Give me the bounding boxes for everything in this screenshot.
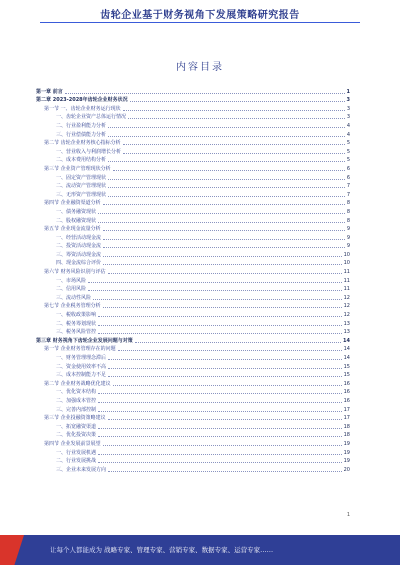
toc-entry-title: 二、资金使用效率不高	[56, 363, 107, 370]
toc-entry-page: 12	[343, 312, 350, 319]
toc-leader-dots	[98, 392, 342, 394]
toc-entry-title: 二、股权融资现状	[56, 217, 97, 224]
toc-entry-page: 8	[346, 208, 350, 215]
toc-entry-page: 8	[346, 200, 350, 207]
toc-leader-dots	[123, 143, 345, 145]
toc-entry[interactable]	[36, 146, 350, 155]
toc-entry-title: 第三章 财务视角下齿轮企业发展问题与对策	[36, 337, 133, 344]
toc-entry-title: 第二节 企业财务战略优化建议	[44, 380, 111, 387]
toc-entry[interactable]	[36, 378, 350, 387]
toc-entry[interactable]	[36, 181, 350, 190]
toc-entry-title: 一、市场风险	[56, 277, 87, 284]
toc-leader-dots	[98, 453, 342, 455]
toc-entry[interactable]	[36, 112, 350, 121]
toc-entry-page: 12	[343, 294, 350, 301]
toc-leader-dots	[98, 410, 342, 412]
toc-entry-title: 二、优化投资决策	[56, 432, 97, 439]
toc-entry-page: 18	[343, 423, 350, 430]
toc-leader-dots	[108, 470, 342, 472]
toc-entry-title: 四、现金流综合评价	[56, 260, 102, 267]
toc-leader-dots	[103, 229, 345, 231]
toc-entry-title: 二、加强成本管控	[56, 397, 97, 404]
toc-leader-dots	[108, 375, 342, 377]
toc-entry[interactable]	[36, 344, 350, 353]
toc-entry-title: 第二章 2023-2028年齿轮企业财务状况	[36, 97, 128, 104]
toc-entry[interactable]	[36, 438, 350, 447]
toc-entry-title: 三、完善内部控制	[56, 406, 97, 413]
toc-entry[interactable]	[36, 301, 350, 310]
toc-entry-page: 3	[346, 105, 350, 112]
toc-leader-dots	[103, 263, 342, 265]
toc-entry-title: 一、税收政策影响	[56, 312, 97, 319]
toc-entry-page: 13	[343, 329, 350, 336]
toc-heading: 内容目录	[176, 62, 224, 73]
toc-entry-title: 三、筹资活动现金流	[56, 251, 102, 258]
toc-entry[interactable]	[36, 163, 350, 172]
toc-leader-dots	[98, 435, 342, 437]
toc-leader-dots	[103, 444, 342, 446]
toc-entry[interactable]	[36, 395, 350, 404]
toc-entry[interactable]	[36, 172, 350, 181]
toc-entry-title: 一、营业收入与利润增长分析	[56, 148, 122, 155]
toc-entry-page: 8	[346, 217, 350, 224]
toc-entry[interactable]	[36, 284, 350, 293]
toc-entry-page: 14	[343, 337, 350, 344]
toc-entry-title: 三、流动性风险	[56, 294, 92, 301]
toc-leader-dots	[103, 246, 345, 248]
toc-entry[interactable]	[36, 318, 350, 327]
toc-entry-title: 二、信用风险	[56, 286, 87, 293]
toc-entry[interactable]	[36, 327, 350, 336]
toc-entry-page: 19	[343, 458, 350, 465]
toc-leader-dots	[135, 341, 341, 343]
toc-entry[interactable]	[36, 129, 350, 138]
toc-entry-title: 一、优化资本结构	[56, 389, 97, 396]
toc-entry-page: 5	[346, 157, 350, 164]
toc-entry-title: 二、成本费用结构分析	[56, 157, 107, 164]
header-divider	[40, 22, 360, 23]
toc-entry-title: 三、无形资产管理现状	[56, 191, 107, 198]
toc-leader-dots	[98, 401, 342, 403]
toc-entry[interactable]	[36, 215, 350, 224]
toc-leader-dots	[108, 418, 342, 420]
toc-entry[interactable]	[36, 404, 350, 413]
toc-entry[interactable]	[36, 464, 350, 473]
toc-entry[interactable]	[36, 335, 350, 344]
toc-entry-title: 第四节 企业发展前景展望	[44, 440, 101, 447]
toc-entry[interactable]	[36, 120, 350, 129]
toc-entry[interactable]	[36, 138, 350, 147]
footer-slogan	[50, 545, 380, 554]
toc-entry[interactable]	[36, 224, 350, 233]
toc-entry-title: 第五节 企业现金流量分析	[44, 226, 101, 233]
toc-entry[interactable]	[36, 155, 350, 164]
toc-leader-dots	[88, 289, 342, 291]
toc-entry[interactable]	[36, 387, 350, 396]
toc-leader-dots	[93, 298, 342, 300]
toc-entry-title: 一、齿轮企业资产总体运行情况	[56, 114, 127, 121]
toc-leader-dots	[128, 117, 345, 119]
toc-entry-page: 6	[346, 174, 350, 181]
page-number: 1	[346, 512, 350, 518]
toc-entry-page: 14	[343, 346, 350, 353]
toc-entry-page: 4	[346, 122, 350, 129]
toc-entry[interactable]	[36, 95, 350, 104]
toc-entry-page: 4	[346, 131, 350, 138]
toc-entry-page: 7	[346, 191, 350, 198]
toc-entry[interactable]	[36, 456, 350, 465]
toc-entry-page: 20	[343, 466, 350, 473]
toc-entry[interactable]	[36, 292, 350, 301]
toc-entry-page: 17	[343, 406, 350, 413]
toc-leader-dots	[108, 367, 342, 369]
toc-entry-page: 9	[346, 243, 350, 250]
toc-entry-page: 6	[346, 165, 350, 172]
toc-entry[interactable]	[36, 266, 350, 275]
toc-entry[interactable]	[36, 103, 350, 112]
toc-entry-page: 17	[343, 415, 350, 422]
toc-entry-title: 三、企业未来发展方向	[56, 466, 107, 473]
toc-entry-page: 16	[343, 389, 350, 396]
table-of-contents	[36, 86, 350, 473]
toc-entry[interactable]	[36, 309, 350, 318]
toc-leader-dots	[103, 306, 342, 308]
toc-entry-page: 18	[343, 432, 350, 439]
toc-entry-page: 19	[343, 449, 350, 456]
toc-leader-dots	[98, 324, 342, 326]
toc-entry-page: 10	[343, 251, 350, 258]
toc-leader-dots	[108, 126, 345, 128]
toc-entry-page: 12	[343, 303, 350, 310]
toc-leader-dots	[108, 186, 345, 188]
toc-entry[interactable]	[36, 206, 350, 215]
toc-entry-title: 一、财务管理理念滞后	[56, 355, 107, 361]
toc-entry-title: 二、投资活动现金流	[56, 243, 102, 250]
toc-leader-dots	[108, 272, 342, 274]
toc-entry-page: 13	[343, 320, 350, 327]
toc-entry-title: 第一节 一、齿轮企业财务运行现状	[44, 105, 121, 112]
toc-entry-title: 第七节 企业税务管理分析	[44, 303, 101, 310]
toc-leader-dots	[130, 100, 345, 102]
toc-leader-dots	[123, 152, 345, 154]
toc-entry-title: 第一节 企业财务管理存在的问题	[44, 346, 116, 353]
toc-entry-page: 15	[343, 363, 350, 370]
toc-entry-page: 9	[346, 234, 350, 241]
toc-entry-title: 一、固定资产管理现状	[56, 174, 107, 181]
toc-leader-dots	[88, 281, 342, 283]
toc-entry-page: 14	[343, 355, 350, 361]
footer-banner	[0, 535, 400, 565]
toc-entry[interactable]	[36, 430, 350, 439]
toc-entry-page: 15	[343, 372, 350, 379]
toc-entry[interactable]	[36, 198, 350, 207]
toc-entry-page: 16	[343, 380, 350, 387]
toc-entry-title: 第三节 企业投融资策略建议	[44, 415, 106, 422]
report-title: 齿轮企业基于财务视角下发展策略研究报告	[100, 10, 300, 21]
toc-leader-dots	[98, 315, 342, 317]
toc-entry-title: 三、税务风险管控	[56, 329, 97, 336]
toc-entry-page: 11	[343, 277, 350, 284]
footer-roles: 战略专家、管理专家、营销专家、数据专家、运营专家……	[104, 546, 274, 554]
toc-entry[interactable]	[36, 189, 350, 198]
toc-entry[interactable]	[36, 361, 350, 370]
toc-entry-title: 三、行业偿债能力分析	[56, 131, 107, 138]
toc-entry[interactable]	[36, 413, 350, 422]
toc-entry[interactable]	[36, 241, 350, 250]
toc-entry-page: 5	[346, 140, 350, 147]
toc-entry[interactable]	[36, 352, 350, 361]
toc-entry-title: 第一章 前言	[36, 88, 63, 95]
toc-entry-title: 一、债务融资现状	[56, 208, 97, 215]
toc-entry[interactable]	[36, 370, 350, 379]
toc-entry-title: 二、行业盈利能力分析	[56, 122, 107, 129]
toc-leader-dots	[98, 212, 345, 214]
toc-leader-dots	[65, 92, 345, 94]
toc-entry[interactable]	[36, 421, 350, 430]
toc-entry[interactable]	[36, 86, 350, 95]
toc-leader-dots	[123, 109, 345, 111]
toc-entry-title: 二、税务筹划现状	[56, 320, 97, 327]
toc-leader-dots	[113, 169, 345, 171]
toc-entry[interactable]	[36, 275, 350, 284]
toc-entry[interactable]	[36, 249, 350, 258]
toc-entry-title: 第六节 财务风险识别与评估	[44, 269, 106, 276]
toc-entry-page: 7	[346, 183, 350, 190]
toc-leader-dots	[103, 238, 345, 240]
toc-entry-title: 第二节 齿轮企业财务核心指标分析	[44, 140, 121, 147]
toc-entry[interactable]	[36, 258, 350, 267]
toc-leader-dots	[98, 461, 342, 463]
toc-leader-dots	[98, 221, 345, 223]
toc-entry-page: 19	[343, 440, 350, 447]
toc-entry-page: 5	[346, 148, 350, 155]
toc-leader-dots	[118, 349, 342, 351]
toc-entry-page: 11	[343, 286, 350, 293]
toc-entry-title: 一、经营活动现金流	[56, 234, 102, 241]
toc-entry-title: 第四节 企业融资渠道分析	[44, 200, 101, 207]
toc-entry-page: 3	[346, 97, 350, 104]
toc-leader-dots	[108, 178, 345, 180]
toc-entry-page: 9	[346, 226, 350, 233]
toc-entry-page: 3	[346, 114, 350, 121]
footer-accent-shape	[0, 535, 24, 565]
toc-entry-title: 一、拓宽融资渠道	[56, 423, 97, 430]
toc-leader-dots	[113, 384, 342, 386]
toc-entry[interactable]	[36, 447, 350, 456]
toc-entry-title: 二、流动资产管理现状	[56, 183, 107, 190]
toc-entry-title: 二、行业发展挑战	[56, 458, 97, 465]
toc-leader-dots	[98, 332, 342, 334]
toc-leader-dots	[108, 358, 342, 360]
toc-entry-page: 10	[343, 260, 350, 267]
toc-leader-dots	[98, 427, 342, 429]
toc-leader-dots	[108, 160, 345, 162]
footer-label: 让每个人都能成为	[50, 546, 102, 554]
toc-entry-title: 第三节 企业资产管理现状分析	[44, 165, 111, 172]
toc-entry-title: 一、行业发展机遇	[56, 449, 97, 456]
toc-leader-dots	[103, 255, 342, 257]
toc-entry-page: 1	[346, 88, 350, 95]
toc-entry[interactable]	[36, 232, 350, 241]
toc-entry-page: 11	[343, 269, 350, 276]
toc-leader-dots	[108, 195, 345, 197]
toc-entry-title: 三、成本控制能力不足	[56, 372, 107, 379]
toc-leader-dots	[108, 135, 345, 137]
toc-leader-dots	[103, 203, 345, 205]
toc-entry-page: 16	[343, 397, 350, 404]
